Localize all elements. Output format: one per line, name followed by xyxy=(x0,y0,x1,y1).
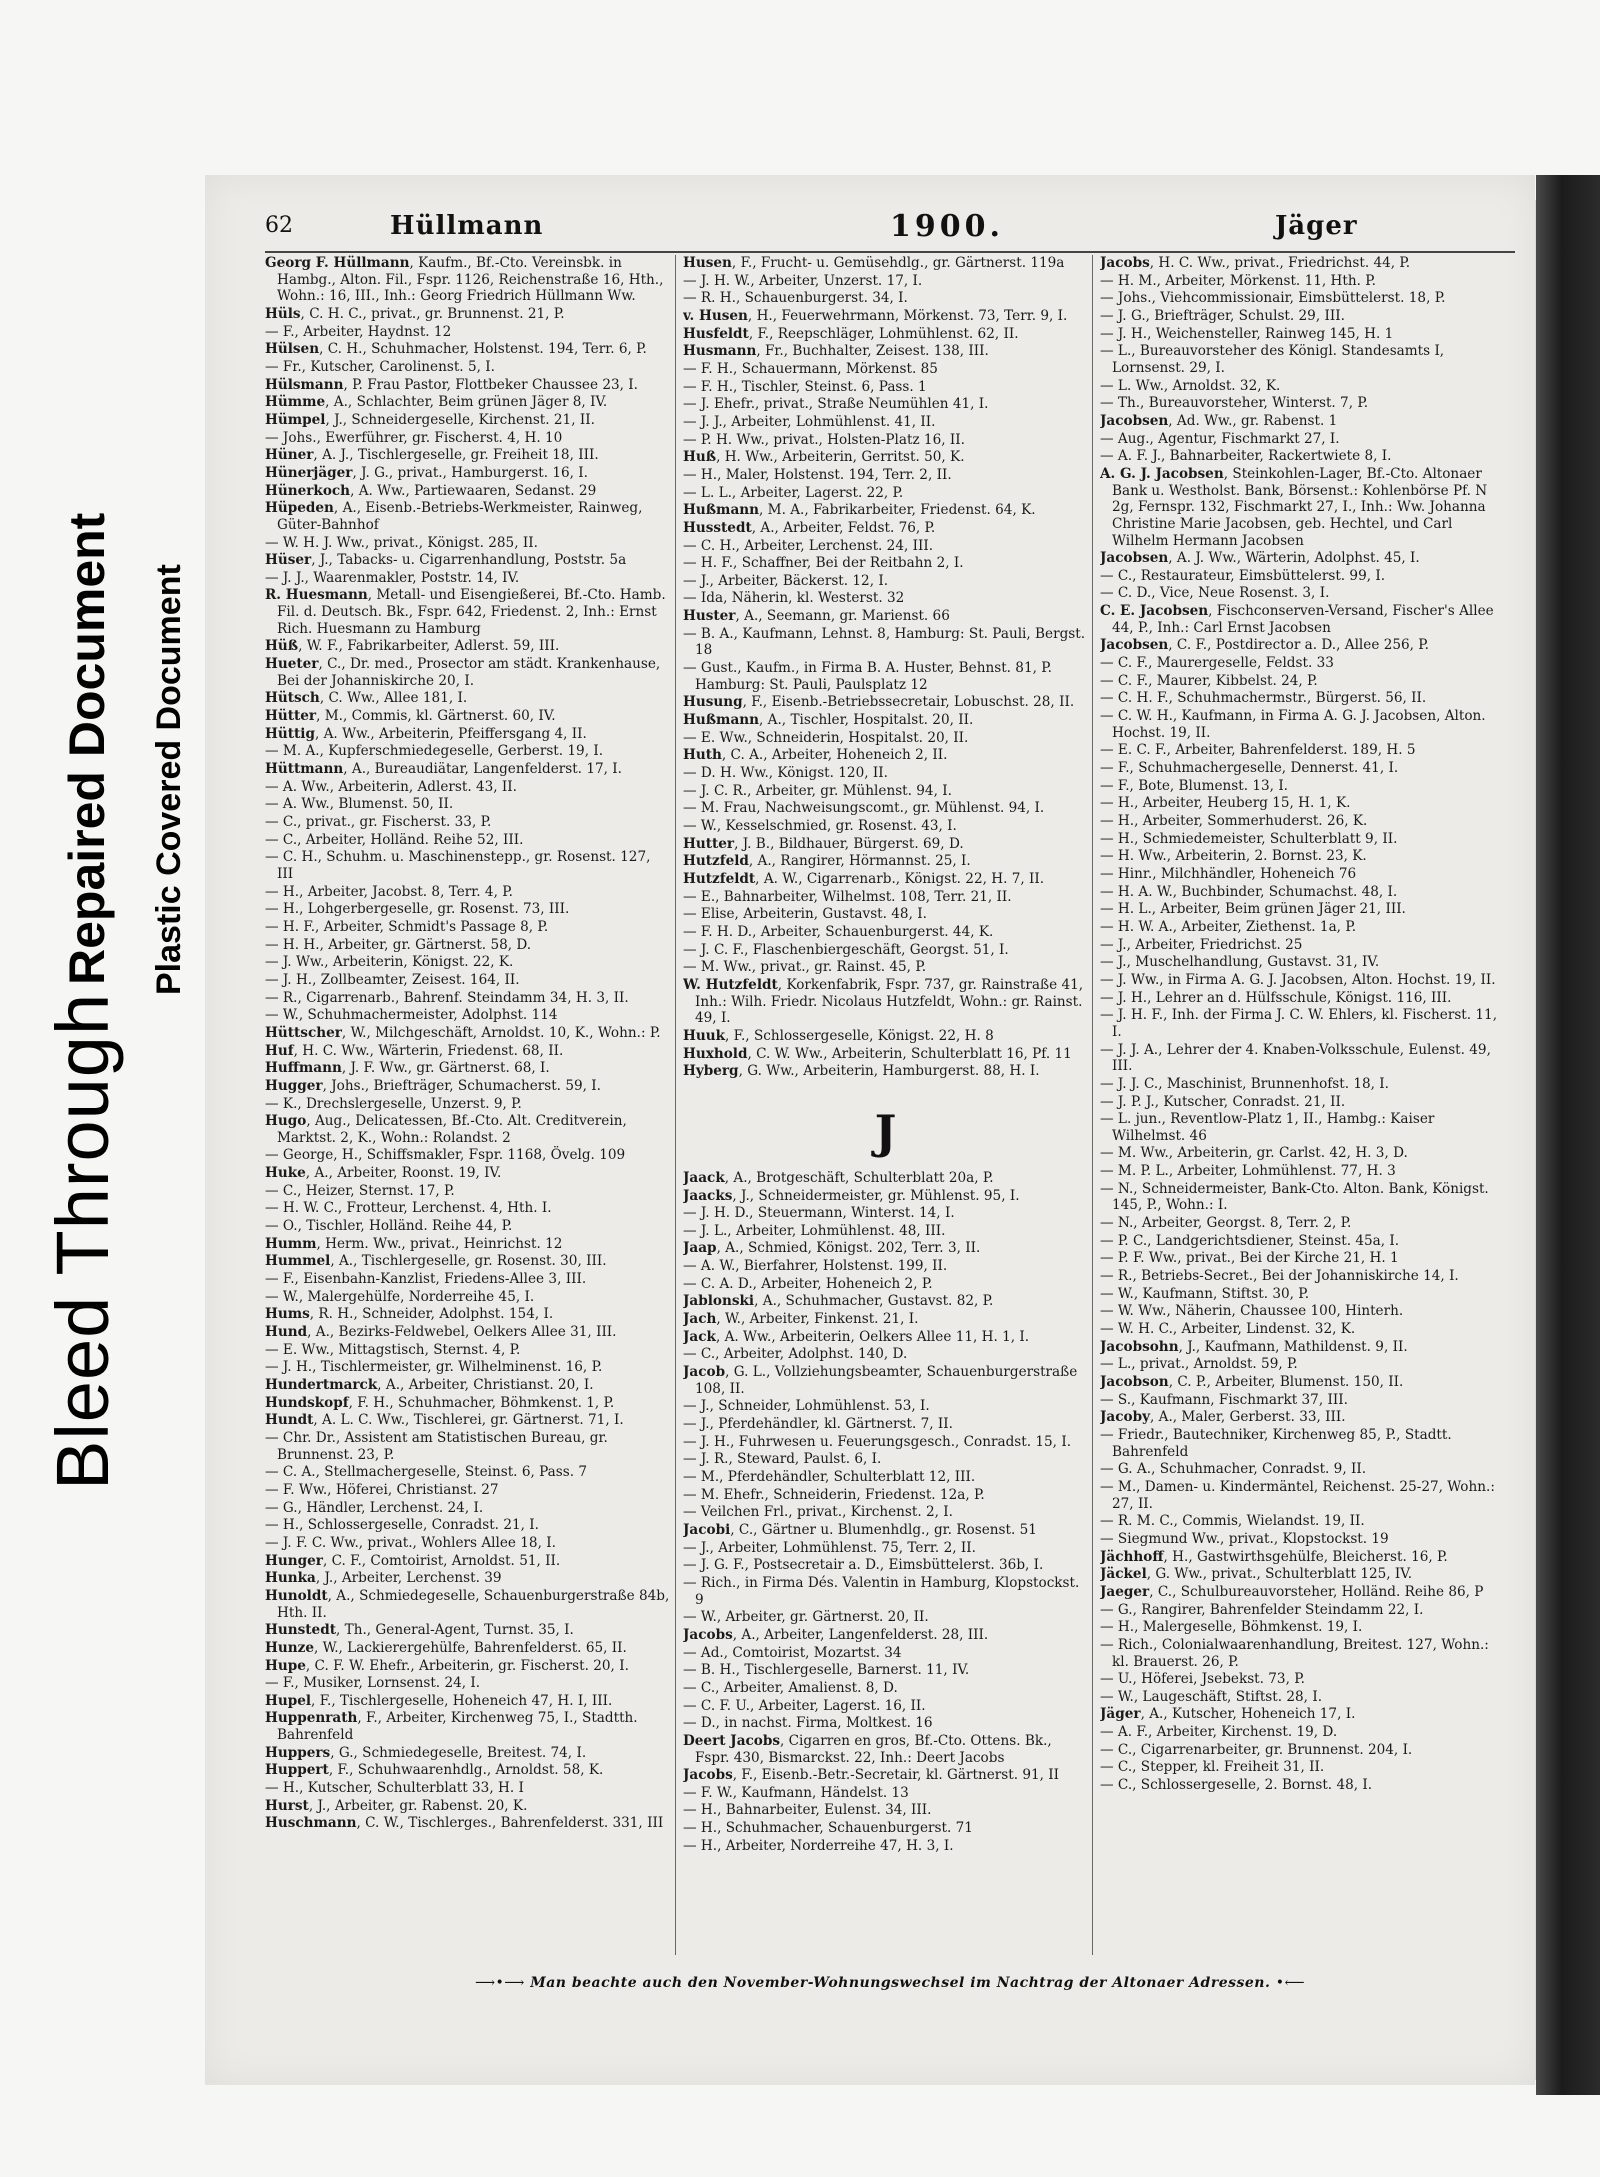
directory-entry: — H. Ww., Arbeiterin, 2. Bornst. 23, K. xyxy=(1100,848,1367,865)
directory-entry: — H., Maler, Holstenst. 194, Terr. 2, II. xyxy=(683,466,952,483)
directory-entry: R. Huesmann, Metall- und Eisengießerei, Bf.-Cto. Hamb. Fil. d. Deutsch. Bk., Fspr. 642, Friedenst. 2, Inh.: Ernst Rich. Huesmann zu Hamburg xyxy=(265,587,666,637)
directory-entry: — J. Ehefr., privat., Straße Neumühlen 41, I. xyxy=(683,396,989,413)
column-divider xyxy=(1092,255,1093,1955)
directory-entry: W. Hutzfeldt, Korkenfabrik, Fspr. 737, gr. Rainstraße 41, Inh.: Wilh. Friedr. Nicolaus Hutzfeldt, Wohn.: gr. Rainst. 49, I. xyxy=(683,976,1084,1027)
directory-entry: — W., Arbeiter, gr. Gärtnerst. 20, II. xyxy=(683,1609,929,1626)
directory-entry: Jablonski, A., Schuhmacher, Gustavst. 82, P. xyxy=(683,1293,994,1310)
directory-entry: Hupel, F., Tischlergeselle, Hoheneich 47, H. I, III. xyxy=(265,1692,613,1709)
directory-entry: Huuk, F., Schlossergeselle, Königst. 22, H. 8 xyxy=(683,1027,994,1044)
directory-page xyxy=(205,175,1535,2085)
directory-entry: — Th., Bureauvorsteher, Winterst. 7, P. xyxy=(1100,395,1369,412)
directory-entry: — H., Lohgerbergeselle, gr. Rosenst. 73, III. xyxy=(265,901,570,918)
directory-entry: — Friedr., Bautechniker, Kirchenweg 85, P., Stadtt. Bahrenfeld xyxy=(1100,1426,1452,1460)
directory-entry: — H. L., Arbeiter, Beim grünen Jäger 21, III. xyxy=(1100,901,1406,918)
directory-entry: Hunze, W., Lackierergehülfe, Bahrenfelderst. 65, II. xyxy=(265,1639,627,1656)
directory-entry: — C., Cigarrenarbeiter, gr. Brunnenst. 204, I. xyxy=(1100,1741,1413,1758)
directory-entry: v. Husen, H., Feuerwehrmann, Mörkenst. 73, Terr. 9, I. xyxy=(683,307,1068,324)
directory-entry: A. G. J. Jacobsen, Steinkohlen-Lager, Bf.-Cto. Altonaer Bank u. Westholst. Bank, Börsenst.: Kohlenbörse Pf. N 2g, Fernspr. 132, Fischmarkt 27, I., Inh.: Ww. Johanna Christine Marie Jacobsen, geb. Hechtel, und Carl Wilhelm Hermann Jacobsen xyxy=(1100,465,1488,549)
column-middle xyxy=(683,255,1088,1955)
directory-entry: — C. H. F., Schuhmachermstr., Bürgerst. 56, II. xyxy=(1100,690,1427,707)
directory-entry: — J. H. F., Inh. der Firma J. C. W. Ehlers, kl. Fischerst. 11, I. xyxy=(1100,1007,1498,1040)
directory-entry: — D., in nachst. Firma, Moltkest. 16 xyxy=(683,1715,933,1732)
directory-entry: Jacobsen, Ad. Ww., gr. Rabenst. 1 xyxy=(1100,412,1338,429)
directory-entry: — C. F., Maurer, Kibbelst. 24, P. xyxy=(1100,672,1318,689)
directory-entry: Jaeger, C., Schulbureauvorsteher, Holländ. Reihe 86, P xyxy=(1100,1583,1484,1600)
directory-entry: Hund, A., Bezirks-Feldwebel, Oelkers Allee 31, III. xyxy=(265,1324,617,1341)
directory-entry: — E. Ww., Mittagstisch, Sternst. 4, P. xyxy=(265,1341,521,1358)
directory-entry: — C., Schlossergeselle, 2. Bornst. 48, I. xyxy=(1100,1777,1373,1794)
directory-entry: — C. H., Arbeiter, Lerchenst. 24, III. xyxy=(683,537,934,554)
directory-entry: — F. Ww., Höferei, Christianst. 27 xyxy=(265,1481,499,1498)
directory-entry: — Rich., Colonialwaarenhandlung, Breitest. 127, Wohn.: kl. Brauerst. 26, P. xyxy=(1100,1636,1489,1670)
year-heading: 1900. xyxy=(890,209,1004,244)
directory-entry: Huster, A., Seemann, gr. Marienst. 66 xyxy=(683,608,950,625)
directory-entry: — G., Händler, Lerchenst. 24, I. xyxy=(265,1499,484,1516)
directory-entry: — Johs., Ewerführer, gr. Fischerst. 4, H. 10 xyxy=(265,429,563,446)
directory-entry: — W., Malergehülfe, Norderreihe 45, I. xyxy=(265,1288,535,1305)
directory-entry: — W. Ww., Näherin, Chaussee 100, Hinterh. xyxy=(1100,1303,1404,1320)
directory-entry: — J., Muschelhandlung, Gustavst. 31, IV. xyxy=(1100,954,1380,971)
directory-entry: — J., Arbeiter, Lohmühlenst. 75, Terr. 2, II. xyxy=(683,1539,976,1556)
directory-entry: — M. Ww., Arbeiterin, gr. Carlst. 42, H. 3, D. xyxy=(1100,1145,1408,1162)
directory-entry: Hyberg, G. Ww., Arbeiterin, Hamburgerst. 88, H. I. xyxy=(683,1063,1040,1080)
directory-entry: — Chr. Dr., Assistent am Statistischen Bureau, gr. Brunnenst. 23, P. xyxy=(265,1429,608,1463)
directory-entry: Hugo, Aug., Delicatessen, Bf.-Cto. Alt. Creditverein, Marktst. 2, K., Wohn.: Rolandst. 2 xyxy=(265,1113,627,1146)
directory-entry: — N., Arbeiter, Georgst. 8, Terr. 2, P. xyxy=(1100,1215,1352,1232)
directory-entry: — P. F. Ww., privat., Bei der Kirche 21, H. 1 xyxy=(1100,1250,1399,1267)
directory-entry: — C. A., Stellmachergeselle, Steinst. 6, Pass. 7 xyxy=(265,1464,588,1481)
directory-entry: — C., Heizer, Sternst. 17, P. xyxy=(265,1182,455,1199)
directory-entry: — L. Ww., Arnoldst. 32, K. xyxy=(1100,377,1281,394)
directory-entry: — P. H. Ww., privat., Holsten-Platz 16, II. xyxy=(683,431,965,448)
directory-entry: Hüser, J., Tabacks- u. Cigarrenhandlung, Poststr. 5a xyxy=(265,552,627,569)
directory-entry: — A. F. J., Bahnarbeiter, Rackertwiete 8, I. xyxy=(1100,448,1392,465)
directory-entry: — L., Bureauvorsteher des Königl. Standesamts I, Lornsenst. 29, I. xyxy=(1100,343,1445,376)
directory-entry: Hünerjäger, J. G., privat., Hamburgerst. 16, I. xyxy=(265,464,589,481)
bleed-through-label: Bleed Through xyxy=(41,992,124,1490)
directory-entry: — J. J. C., Maschinist, Brunnenhofst. 18, I. xyxy=(1100,1075,1389,1092)
directory-entry: — S., Kaufmann, Fischmarkt 37, III. xyxy=(1100,1391,1348,1408)
directory-entry: Jacobs, F., Eisenb.-Betr.-Secretair, kl. Gärtnerst. 91, II xyxy=(683,1767,1060,1784)
directory-entry: Hüttscher, W., Milchgeschäft, Arnoldst. 10, K., Wohn.: P. xyxy=(265,1024,661,1041)
directory-entry: — L. jun., Reventlow-Platz 1, II., Hambg.: Kaiser Wilhelmst. 46 xyxy=(1100,1111,1435,1144)
repaired-document-label: Repaired Document xyxy=(59,512,115,985)
column-right xyxy=(1100,255,1505,1955)
directory-entry: Huf, H. C. Ww., Wärterin, Friedenst. 68, II. xyxy=(265,1042,564,1059)
directory-entry: — W., Kesselschmied, gr. Rosenst. 43, I. xyxy=(683,818,957,834)
directory-entry: Deert Jacobs, Cigarren en gros, Bf.-Cto. Ottens. Bk., Fspr. 430, Bismarckst. 22, Inh.: Deert Jacobs xyxy=(683,1732,1052,1766)
header-rule xyxy=(265,251,1515,253)
footer-ornament-left: ⟶•⟶ xyxy=(474,1975,525,1991)
directory-entry: — E., Bahnarbeiter, Wilhelmst. 108, Terr. 21, II. xyxy=(683,888,1012,905)
directory-entry: — B. A., Kaufmann, Lehnst. 8, Hamburg: St. Pauli, Bergst. 18 xyxy=(683,625,1086,659)
directory-entry: Hümme, A., Schlachter, Beim grünen Jäger 8, IV. xyxy=(265,394,608,411)
directory-entry: Huppers, G., Schmiedegeselle, Breitest. 74, I. xyxy=(265,1744,587,1761)
directory-entry: — C. H., Schuhm. u. Maschinenstepp., gr. Rosenst. 127, III xyxy=(265,849,651,882)
directory-entry: Hüttmann, A., Bureaudiätar, Langenfelderst. 17, I. xyxy=(265,761,622,778)
directory-entry: — F., Schuhmachergeselle, Dennerst. 41, I. xyxy=(1100,760,1399,777)
directory-entry: — F., Musiker, Lornsenst. 24, I. xyxy=(265,1675,481,1692)
column-left xyxy=(265,255,670,1955)
directory-entry: — Aug., Agentur, Fischmarkt 27, I. xyxy=(1100,430,1340,447)
directory-entry: — J. J., Arbeiter, Lohmühlenst. 41, II. xyxy=(683,413,936,430)
directory-entry: — K., Drechslergeselle, Unzerst. 9, P. xyxy=(265,1095,522,1112)
footer-ornament-right: •⟵ xyxy=(1275,1975,1306,1991)
directory-entry: — J., Arbeiter, Bäckerst. 12, I. xyxy=(683,572,889,589)
directory-entry: Jacobsen, C. F., Postdirector a. D., Allee 256, P. xyxy=(1100,637,1429,654)
directory-entry: — Elise, Arbeiterin, Gustavst. 48, I. xyxy=(683,906,927,923)
directory-entry: — C., Stepper, kl. Freiheit 31, II. xyxy=(1100,1759,1325,1776)
annotation-labels xyxy=(0,0,200,2177)
directory-entry: — J. Ww., in Firma A. G. J. Jacobsen, Alton. Hochst. 19, II. xyxy=(1100,971,1496,988)
directory-entry: Hutzfeldt, A. W., Cigarrenarb., Königst. 22, H. 7, II. xyxy=(683,870,1045,887)
directory-entry: — J. P. J., Kutscher, Conradst. 21, II. xyxy=(1100,1093,1346,1110)
directory-entry: Hütsch, C. Ww., Allee 181, I. xyxy=(265,690,468,707)
directory-entry: — M., Pferdehändler, Schulterblatt 12, III. xyxy=(683,1469,976,1485)
directory-entry: Hußmann, M. A., Fabrikarbeiter, Friedenst. 64, K. xyxy=(683,502,1036,519)
directory-entry: Husmann, Fr., Buchhalter, Zeisest. 138, III. xyxy=(683,343,989,360)
directory-entry: — F. H. D., Arbeiter, Schauenburgerst. 44, K. xyxy=(683,923,994,940)
directory-entry: — H., Arbeiter, Heuberg 15, H. 1, K. xyxy=(1100,795,1351,812)
directory-entry: Huxhold, C. W. Ww., Arbeiterin, Schulterblatt 16, Pf. 11 xyxy=(683,1045,1072,1062)
directory-entry: Hüner, A. J., Tischlergeselle, gr. Freiheit 18, III. xyxy=(265,447,599,464)
directory-entry: — J. H., Lehrer an d. Hülfsschule, Königst. 116, III. xyxy=(1100,989,1452,1006)
directory-entry: Husfeldt, F., Reepschläger, Lohmühlenst. 62, II. xyxy=(683,325,1019,342)
directory-entry: — O., Tischler, Holländ. Reihe 44, P. xyxy=(265,1218,513,1235)
directory-entry: Huschmann, C. W., Tischlerges., Bahrenfelderst. 331, III xyxy=(265,1815,664,1832)
directory-entry: — M., Damen- u. Kindermäntel, Reichenst. 25-27, Wohn.: 27, II. xyxy=(1100,1478,1495,1512)
directory-entry: Huffmann, J. F. Ww., gr. Gärtnerst. 68, I. xyxy=(265,1060,550,1077)
directory-entry: — H., Malergeselle, Böhmkenst. 19, I. xyxy=(1100,1619,1363,1636)
directory-entry: — M. Frau, Nachweisungscomt., gr. Mühlenst. 94, I. xyxy=(683,800,1045,817)
directory-entry: — C., Arbeiter, Adolphst. 140, D. xyxy=(683,1346,908,1363)
directory-entry: — J. R., Steward, Paulst. 6, I. xyxy=(683,1451,882,1468)
directory-entry: Jach, W., Arbeiter, Finkenst. 21, I. xyxy=(683,1311,919,1328)
directory-entry: — Veilchen Frl., privat., Kirchenst. 2, I. xyxy=(683,1504,953,1521)
directory-entry: — A. W., Bierfahrer, Holstenst. 199, II. xyxy=(683,1258,948,1275)
directory-entry: — J. H., Tischlermeister, gr. Wilhelminenst. 16, P. xyxy=(265,1359,603,1376)
right-catchword: Jäger xyxy=(1275,211,1358,241)
directory-entry: — E. C. F., Arbeiter, Bahrenfelderst. 189, H. 5 xyxy=(1100,742,1416,759)
directory-entry: — R., Betriebs-Secret., Bei der Johanniskirche 14, I. xyxy=(1100,1268,1459,1285)
directory-entry: — A. Ww., Blumenst. 50, II. xyxy=(265,796,454,813)
directory-entry: — C. A. D., Arbeiter, Hoheneich 2, P. xyxy=(683,1275,933,1292)
directory-entry: — J. F. C. Ww., privat., Wohlers Allee 18, I. xyxy=(265,1534,556,1551)
directory-entry: — Gust., Kaufm., in Firma B. A. Huster, Behnst. 81, P. Hamburg: St. Pauli, Paulsplatz 12 xyxy=(683,660,1052,693)
directory-entry: — H., Schmiedemeister, Schulterblatt 9, II. xyxy=(1100,830,1398,847)
directory-entry: — C., Restaurateur, Eimsbüttelerst. 99, I. xyxy=(1100,567,1386,584)
directory-entry: Hülsmann, P. Frau Pastor, Flottbeker Chaussee 23, I. xyxy=(265,376,638,393)
directory-entry: — Rich., in Firma Dés. Valentin in Hamburg, Klopstockst. 9 xyxy=(683,1574,1080,1608)
directory-entry: — W., Schuhmachermeister, Adolphst. 114 xyxy=(265,1007,558,1024)
directory-entry: — J., Arbeiter, Friedrichst. 25 xyxy=(1100,936,1303,953)
directory-entry: Jacobs, H. C. Ww., privat., Friedrichst. 44, P. xyxy=(1100,255,1411,271)
directory-entry: — C., Arbeiter, Holländ. Reihe 52, III. xyxy=(265,831,524,848)
directory-entry: Jacobi, C., Gärtner u. Blumenhdlg., gr. Rosenst. 51 xyxy=(683,1521,1037,1538)
directory-entry: — J. J. A., Lehrer der 4. Knaben-Volksschule, Eulenst. 49, III. xyxy=(1100,1041,1491,1075)
directory-entry: — H., Schlossergeselle, Conradst. 21, I. xyxy=(265,1517,539,1534)
directory-entry: Jacobs, A., Arbeiter, Langenfelderst. 28, III. xyxy=(683,1626,989,1643)
directory-entry: Hundertmarck, A., Arbeiter, Christianst. 20, I. xyxy=(265,1377,594,1393)
directory-entry: Huppenrath, F., Arbeiter, Kirchenweg 75, I., Stadtth. Bahrenfeld xyxy=(265,1710,638,1744)
directory-entry: — J. L., Arbeiter, Lohmühlenst. 48, III. xyxy=(683,1222,946,1239)
directory-entry: — R. M. C., Commis, Wielandst. 19, II. xyxy=(1100,1513,1365,1530)
directory-entry: — B. H., Tischlergeselle, Barnerst. 11, IV. xyxy=(683,1662,970,1679)
directory-entry: — W. H. C., Arbeiter, Lindenst. 32, K. xyxy=(1100,1321,1356,1338)
directory-entry: — Ad., Comtoirist, Mozartst. 34 xyxy=(683,1644,902,1661)
footer-text: Man beachte auch den November-Wohnungswechsel im Nachtrag der Altonaer Adressen. xyxy=(530,1975,1271,1991)
directory-entry: Husen, F., Frucht- u. Gemüsehdlg., gr. Gärtnerst. 119a xyxy=(683,255,1065,271)
directory-entry: — H., Arbeiter, Norderreihe 47, H. 3, I. xyxy=(683,1837,954,1854)
directory-entry: — George, H., Schiffsmakler, Fspr. 1168, Övelg. 109 xyxy=(265,1147,626,1164)
directory-entry: — F. H., Tischler, Steinst. 6, Pass. 1 xyxy=(683,378,927,395)
directory-entry: — Siegmund Ww., privat., Klopstockst. 19 xyxy=(1100,1530,1389,1547)
directory-entry: — W., Kaufmann, Stiftst. 30, P. xyxy=(1100,1285,1310,1302)
directory-entry: Hueter, C., Dr. med., Prosector am städt. Krankenhause, Bei der Johanniskirche 20, I. xyxy=(265,656,661,689)
directory-entry: — J. G., Briefträger, Schulst. 29, III. xyxy=(1100,307,1345,324)
directory-entry: Hümpel, J., Schneidergeselle, Kirchenst. 21, II. xyxy=(265,411,595,428)
directory-entry: Jächhoff, H., Gastwirthsgehülfe, Bleicherst. 16, P. xyxy=(1100,1548,1448,1565)
directory-entry: — J. H. W., Arbeiter, Unzerst. 17, I. xyxy=(683,272,923,289)
directory-entry: — H. A. W., Buchbinder, Schumachst. 48, I. xyxy=(1100,883,1398,900)
directory-entry: Jack, A. Ww., Arbeiterin, Oelkers Allee 11, H. 1, I. xyxy=(683,1328,1030,1345)
directory-entry: Hunoldt, A., Schmiedegeselle, Schauenburgerstraße 84b, Hth. II. xyxy=(265,1587,670,1621)
directory-entry: Hundskopf, F. H., Schuhmacher, Böhmkenst. 1, P. xyxy=(265,1394,615,1411)
directory-entry: Hunger, C. F., Comtoirist, Arnoldst. 51, II. xyxy=(265,1552,561,1569)
directory-entry: Hupe, C. F. W. Ehefr., Arbeiterin, gr. Fischerst. 20, I. xyxy=(265,1657,629,1674)
directory-entry: — M. A., Kupferschmiedegeselle, Gerberst. 19, I. xyxy=(265,743,604,760)
directory-entry: — N., Schneidermeister, Bank-Cto. Alton. Bank, Königst. 145, P., Wohn.: I. xyxy=(1100,1180,1489,1214)
directory-entry: Jäckel, G. Ww., privat., Schulterblatt 125, IV. xyxy=(1100,1566,1413,1583)
directory-entry: — D. H. Ww., Königst. 120, II. xyxy=(683,765,888,782)
directory-entry: Hummel, A., Tischlergeselle, gr. Rosenst. 30, III. xyxy=(265,1253,607,1270)
directory-entry: Hunka, J., Arbeiter, Lerchenst. 39 xyxy=(265,1570,502,1587)
directory-entry: — H., Schuhmacher, Schauenburgerst. 71 xyxy=(683,1820,973,1837)
left-catchword: Hüllmann xyxy=(390,211,544,241)
directory-entry: Jacobsen, A. J. Ww., Wärterin, Adolphst. 45, I. xyxy=(1100,550,1420,567)
directory-entry: — J. Ww., Arbeiterin, Königst. 22, K. xyxy=(265,954,514,971)
directory-entry: Hugger, Johs., Briefträger, Schumacherst. 59, I. xyxy=(265,1077,601,1094)
directory-entry: Jacobsohn, J., Kaufmann, Mathildenst. 9, II. xyxy=(1100,1338,1408,1355)
directory-entry: — H. M., Arbeiter, Mörkenst. 11, Hth. P. xyxy=(1100,272,1376,289)
directory-entry: — J. H., Fuhrwesen u. Feuerungsgesch., Conradst. 15, I. xyxy=(683,1433,1072,1450)
directory-entry: — L., privat., Arnoldst. 59, P. xyxy=(1100,1356,1298,1373)
directory-entry: — C. W. H., Kaufmann, in Firma A. G. J. Jacobsen, Alton. Hochst. 19, II. xyxy=(1100,708,1486,741)
section-letter: J xyxy=(874,1104,897,1159)
directory-entry: Jaacks, J., Schneidermeister, gr. Mühlenst. 95, I. xyxy=(683,1187,1020,1204)
directory-entry: — J. C. F., Flaschenbiergeschäft, Georgst. 51, I. xyxy=(683,941,1009,958)
footer-notice xyxy=(265,1975,1515,1997)
directory-entry: — M. Ehefr., Schneiderin, Friedenst. 12a, P. xyxy=(683,1486,985,1503)
directory-entry: — W., Laugeschäft, Stiftst. 28, I. xyxy=(1100,1688,1323,1705)
directory-entry: — H., Kutscher, Schulterblatt 33, H. I xyxy=(265,1780,524,1797)
directory-entry: Huß, H. Ww., Arbeiterin, Gerritst. 50, K. xyxy=(683,449,965,466)
directory-entry: Hutzfeld, A., Rangirer, Hörmannst. 25, I. xyxy=(683,853,971,870)
directory-entry: Hums, R. H., Schneider, Adolphst. 154, I. xyxy=(265,1306,554,1323)
running-head xyxy=(265,209,1515,244)
directory-entry: — R. H., Schauenburgerst. 34, I. xyxy=(683,290,908,307)
directory-entry: Huppert, F., Schuhwaarenhdlg., Arnoldst. 58, K. xyxy=(265,1762,604,1779)
directory-entry: — P. C., Landgerichtsdiener, Steinst. 45a, I. xyxy=(1100,1232,1400,1249)
directory-entry: — E. Ww., Schneiderin, Hospitalst. 20, II. xyxy=(683,729,969,746)
directory-entry: — H., Arbeiter, Sommerhuderst. 26, K. xyxy=(1100,813,1368,829)
directory-entry: Hußmann, A., Tischler, Hospitalst. 20, II. xyxy=(683,712,974,729)
directory-entry: — M. Ww., privat., gr. Rainst. 45, P. xyxy=(683,959,927,976)
directory-entry: Jäger, A., Kutscher, Hoheneich 17, I. xyxy=(1100,1706,1356,1723)
directory-entry: Huth, C. A., Arbeiter, Hoheneich 2, II. xyxy=(683,747,948,764)
directory-entry: — F. W., Kaufmann, Händelst. 13 xyxy=(683,1784,909,1801)
directory-entry: — J., Schneider, Lohmühlenst. 53, I. xyxy=(683,1398,930,1415)
directory-entry: — G. A., Schuhmacher, Conradst. 9, II. xyxy=(1100,1461,1367,1478)
directory-entry: — H. W. C., Frotteur, Lerchenst. 4, Hth. I. xyxy=(265,1200,552,1217)
directory-entry: — L. L., Arbeiter, Lagerst. 22, P. xyxy=(683,484,904,501)
directory-entry: — Johs., Viehcommissionair, Eimsbüttelerst. 18, P. xyxy=(1100,290,1446,307)
directory-entry: — H. W. A., Arbeiter, Ziethenst. 1a, P. xyxy=(1100,918,1357,935)
directory-entry: — J. H. D., Steuermann, Winterst. 14, I. xyxy=(683,1205,955,1222)
directory-entry: — H., Arbeiter, Jacobst. 8, Terr. 4, P. xyxy=(265,883,513,900)
directory-entry: C. E. Jacobsen, Fischconserven-Versand, Fischer's Allee 44, P., Inh.: Carl Ernst Jacobsen xyxy=(1100,603,1494,636)
directory-entry: Georg F. Hüllmann, Kaufm., Bf.-Cto. Vereinsbk. in Hambg., Alton. Fil., Fspr. 1126, Reichenstraße 16, Hth., Wohn.: 16, III., Inh.: Georg Friedrich Hüllmann Ww. xyxy=(265,255,664,305)
binding-shadow xyxy=(1536,175,1600,2095)
directory-entry: Jacobson, C. P., Arbeiter, Blumenst. 150, II. xyxy=(1100,1374,1404,1390)
directory-entry: Hunstedt, Th., General-Agent, Turnst. 35, I. xyxy=(265,1622,574,1639)
directory-entry: — A. Ww., Arbeiterin, Adlerst. 43, II. xyxy=(265,778,517,795)
directory-entry: — Hinr., Milchhändler, Hoheneich 76 xyxy=(1100,865,1357,882)
column-divider xyxy=(675,255,676,1955)
directory-entry: Jaack, A., Brotgeschäft, Schulterblatt 20a, P. xyxy=(683,1169,994,1186)
directory-entry: — A. F., Arbeiter, Kirchenst. 19, D. xyxy=(1100,1724,1338,1741)
directory-entry: Husstedt, A., Arbeiter, Feldst. 76, P. xyxy=(683,519,936,536)
page-number: 62 xyxy=(265,213,293,238)
directory-entry: Huke, A., Arbeiter, Roonst. 19, IV. xyxy=(265,1165,502,1182)
directory-entry: — F., Arbeiter, Haydnst. 12 xyxy=(265,323,452,340)
directory-entry: — W. H. J. Ww., privat., Königst. 285, II. xyxy=(265,534,538,551)
directory-entry: — J. G. F., Postsecretair a. D., Eimsbüttelerst. 36b, I. xyxy=(683,1557,1044,1574)
directory-entry: — R., Cigarrenarb., Bahrenf. Steindamm 34, H. 3, II. xyxy=(265,989,629,1006)
directory-entry: — C. F. U., Arbeiter, Lagerst. 16, II. xyxy=(683,1697,926,1714)
directory-entry: — F., Eisenbahn-Kanzlist, Friedens-Allee 3, III. xyxy=(265,1271,587,1288)
directory-entry: — C., Arbeiter, Amalienst. 8, D. xyxy=(683,1679,898,1696)
directory-entry: Hurst, J., Arbeiter, gr. Rabenst. 20, K. xyxy=(265,1797,528,1814)
directory-entry: — G., Rangirer, Bahrenfelder Steindamm 22, I. xyxy=(1100,1601,1424,1618)
directory-entry: — J. H., Weichensteller, Rainweg 145, H. 1 xyxy=(1100,325,1394,342)
directory-entry: — J. H., Zollbeamter, Zeisest. 164, II. xyxy=(265,971,520,988)
directory-entry: — H. F., Schaffner, Bei der Reitbahn 2, I. xyxy=(683,555,964,572)
directory-entry: — C., privat., gr. Fischerst. 33, P. xyxy=(265,814,492,830)
directory-entry: Hüß, W. F., Fabrikarbeiter, Adlerst. 59, III. xyxy=(265,638,560,655)
directory-entry: Hüpeden, A., Eisenb.-Betriebs-Werkmeister, Rainweg, Güter-Bahnhof xyxy=(265,500,643,533)
directory-entry: — Fr., Kutscher, Carolinenst. 5, I. xyxy=(265,358,495,375)
directory-entry: — C. D., Vice, Neue Rosenst. 3, I. xyxy=(1100,585,1330,602)
directory-entry: Hütter, M., Commis, kl. Gärtnerst. 60, IV. xyxy=(265,708,556,725)
directory-entry: Husung, F., Eisenb.-Betriebssecretair, Lobuschst. 28, II. xyxy=(683,694,1075,711)
directory-entry: — F. H., Schauermann, Mörkenst. 85 xyxy=(683,360,938,377)
directory-entry: — J., Pferdehändler, kl. Gärtnerst. 7, II. xyxy=(683,1416,953,1433)
plastic-covered-label: Plastic Covered Document xyxy=(150,564,188,995)
directory-entry: Jaap, A., Schmied, Königst. 202, Terr. 3, II. xyxy=(683,1240,981,1257)
directory-entry: — C. F., Maurergeselle, Feldst. 33 xyxy=(1100,655,1334,672)
directory-entry: Humm, Herm. Ww., privat., Heinrichst. 12 xyxy=(265,1235,563,1252)
directory-entry: — Ida, Näherin, kl. Westerst. 32 xyxy=(683,590,905,607)
directory-entry: Hüls, C. H. C., privat., gr. Brunnenst. 21, P. xyxy=(265,305,565,322)
directory-entry: — M. P. L., Arbeiter, Lohmühlenst. 77, H. 3 xyxy=(1100,1163,1396,1180)
directory-entry: Hülsen, C. H., Schuhmacher, Holstenst. 194, Terr. 6, P. xyxy=(265,341,647,358)
directory-entry: — H. H., Arbeiter, gr. Gärtnerst. 58, D. xyxy=(265,936,532,953)
directory-entry: Hünerkoch, A. Ww., Partiewaaren, Sedanst. 29 xyxy=(265,482,597,499)
directory-entry: — F., Bote, Blumenst. 13, I. xyxy=(1100,777,1289,794)
directory-entry: Hüttig, A. Ww., Arbeiterin, Pfeiffersgang 4, II. xyxy=(265,725,587,742)
directory-entry: Hundt, A. L. C. Ww., Tischlerei, gr. Gärtnerst. 71, I. xyxy=(265,1412,624,1429)
directory-entry: — J. J., Waarenmakler, Poststr. 14, IV. xyxy=(265,569,520,586)
directory-entry: Hutter, J. B., Bildhauer, Bürgerst. 69, D. xyxy=(683,835,964,852)
directory-entry: — H. F., Arbeiter, Schmidt's Passage 8, P. xyxy=(265,918,549,935)
directory-entry: — U., Höferei, Jsebekst. 73, P. xyxy=(1100,1671,1305,1688)
directory-entry: — H., Bahnarbeiter, Eulenst. 34, III. xyxy=(683,1802,932,1819)
directory-entry: Jacob, G. L., Vollziehungsbeamter, Schauenburgerstraße 108, II. xyxy=(683,1364,1078,1397)
directory-entry: Jacoby, A., Maler, Gerberst. 33, III. xyxy=(1100,1409,1346,1426)
directory-entry: — J. C. R., Arbeiter, gr. Mühlenst. 94, I. xyxy=(683,782,952,799)
